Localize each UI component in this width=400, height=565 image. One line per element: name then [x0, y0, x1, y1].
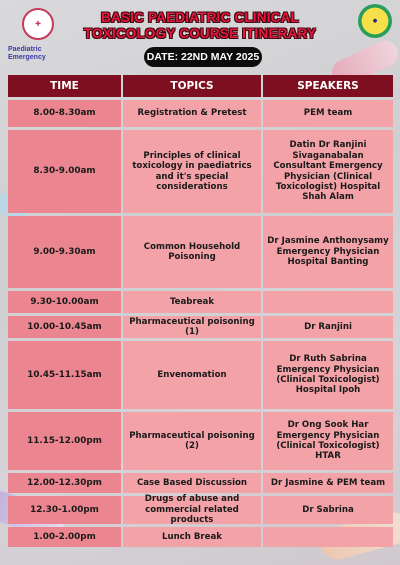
itinerary-table — [8, 75, 393, 547]
row-time: 12.30-1.00pm — [8, 496, 121, 524]
header-topics: TOPICS — [123, 75, 261, 97]
row-speaker: Dr Jasmine Anthonysamy Emergency Physician Hospital Banting — [263, 216, 393, 288]
row-topic: Lunch Break — [123, 527, 261, 547]
row-speaker: Dr Jasmine & PEM team — [263, 473, 393, 493]
partner-logo-icon: ● — [372, 18, 378, 24]
row-speaker: PEM team — [263, 100, 393, 127]
row-speaker: Dr Ong Sook Har Emergency Physician (Clinical Toxicologist) HTAR — [263, 412, 393, 470]
row-topic: Principles of clinical toxicology in paediatrics and it's special considerations — [123, 130, 261, 213]
title-line-1: BASIC PAEDIATRIC CLINICAL — [101, 10, 299, 25]
row-topic: Registration & Pretest — [123, 100, 261, 127]
row-speaker: Datin Dr Ranjini Sivaganabalan Consultant Emergency Physician (Clinical Toxicologist) Hospital Shah Alam — [263, 130, 393, 213]
row-topic: Case Based Discussion — [123, 473, 261, 493]
row-time: 10.45-11.15am — [8, 341, 121, 409]
row-speaker: Dr Sabrina — [263, 496, 393, 524]
date-badge: DATE: 22ND MAY 2025 — [144, 47, 262, 67]
logo-brand-text: Paediatric Emergency — [8, 46, 46, 61]
row-time: 1.00-2.00pm — [8, 527, 121, 547]
row-speaker: Dr Ranjini — [263, 316, 393, 338]
row-time: 8.30-9.00am — [8, 130, 121, 213]
page-title — [70, 10, 330, 42]
row-time: 12.00-12.30pm — [8, 473, 121, 493]
row-speaker — [263, 527, 393, 547]
row-topic: Pharmaceutical poisoning (1) — [123, 316, 261, 338]
organizer-logo — [8, 8, 66, 66]
row-topic: Pharmaceutical poisoning (2) — [123, 412, 261, 470]
row-time: 8.00-8.30am — [8, 100, 121, 127]
row-topic: Common Household Poisoning — [123, 216, 261, 288]
header-speakers: SPEAKERS — [263, 75, 393, 97]
row-time: 11.15-12.00pm — [8, 412, 121, 470]
header-time: TIME — [8, 75, 121, 97]
row-time: 10.00-10.45am — [8, 316, 121, 338]
partner-logo — [358, 4, 392, 38]
seal-icon: ✚ — [22, 8, 54, 40]
title-line-2: TOXICOLOGY COURSE ITINERARY — [83, 26, 317, 41]
row-topic: Teabreak — [123, 291, 261, 313]
row-speaker — [263, 291, 393, 313]
row-time: 9.30-10.00am — [8, 291, 121, 313]
row-speaker: Dr Ruth Sabrina Emergency Physician (Clinical Toxicologist) Hospital Ipoh — [263, 341, 393, 409]
row-topic: Drugs of abuse and commercial related products — [123, 496, 261, 524]
row-topic: Envenomation — [123, 341, 261, 409]
row-time: 9.00-9.30am — [8, 216, 121, 288]
